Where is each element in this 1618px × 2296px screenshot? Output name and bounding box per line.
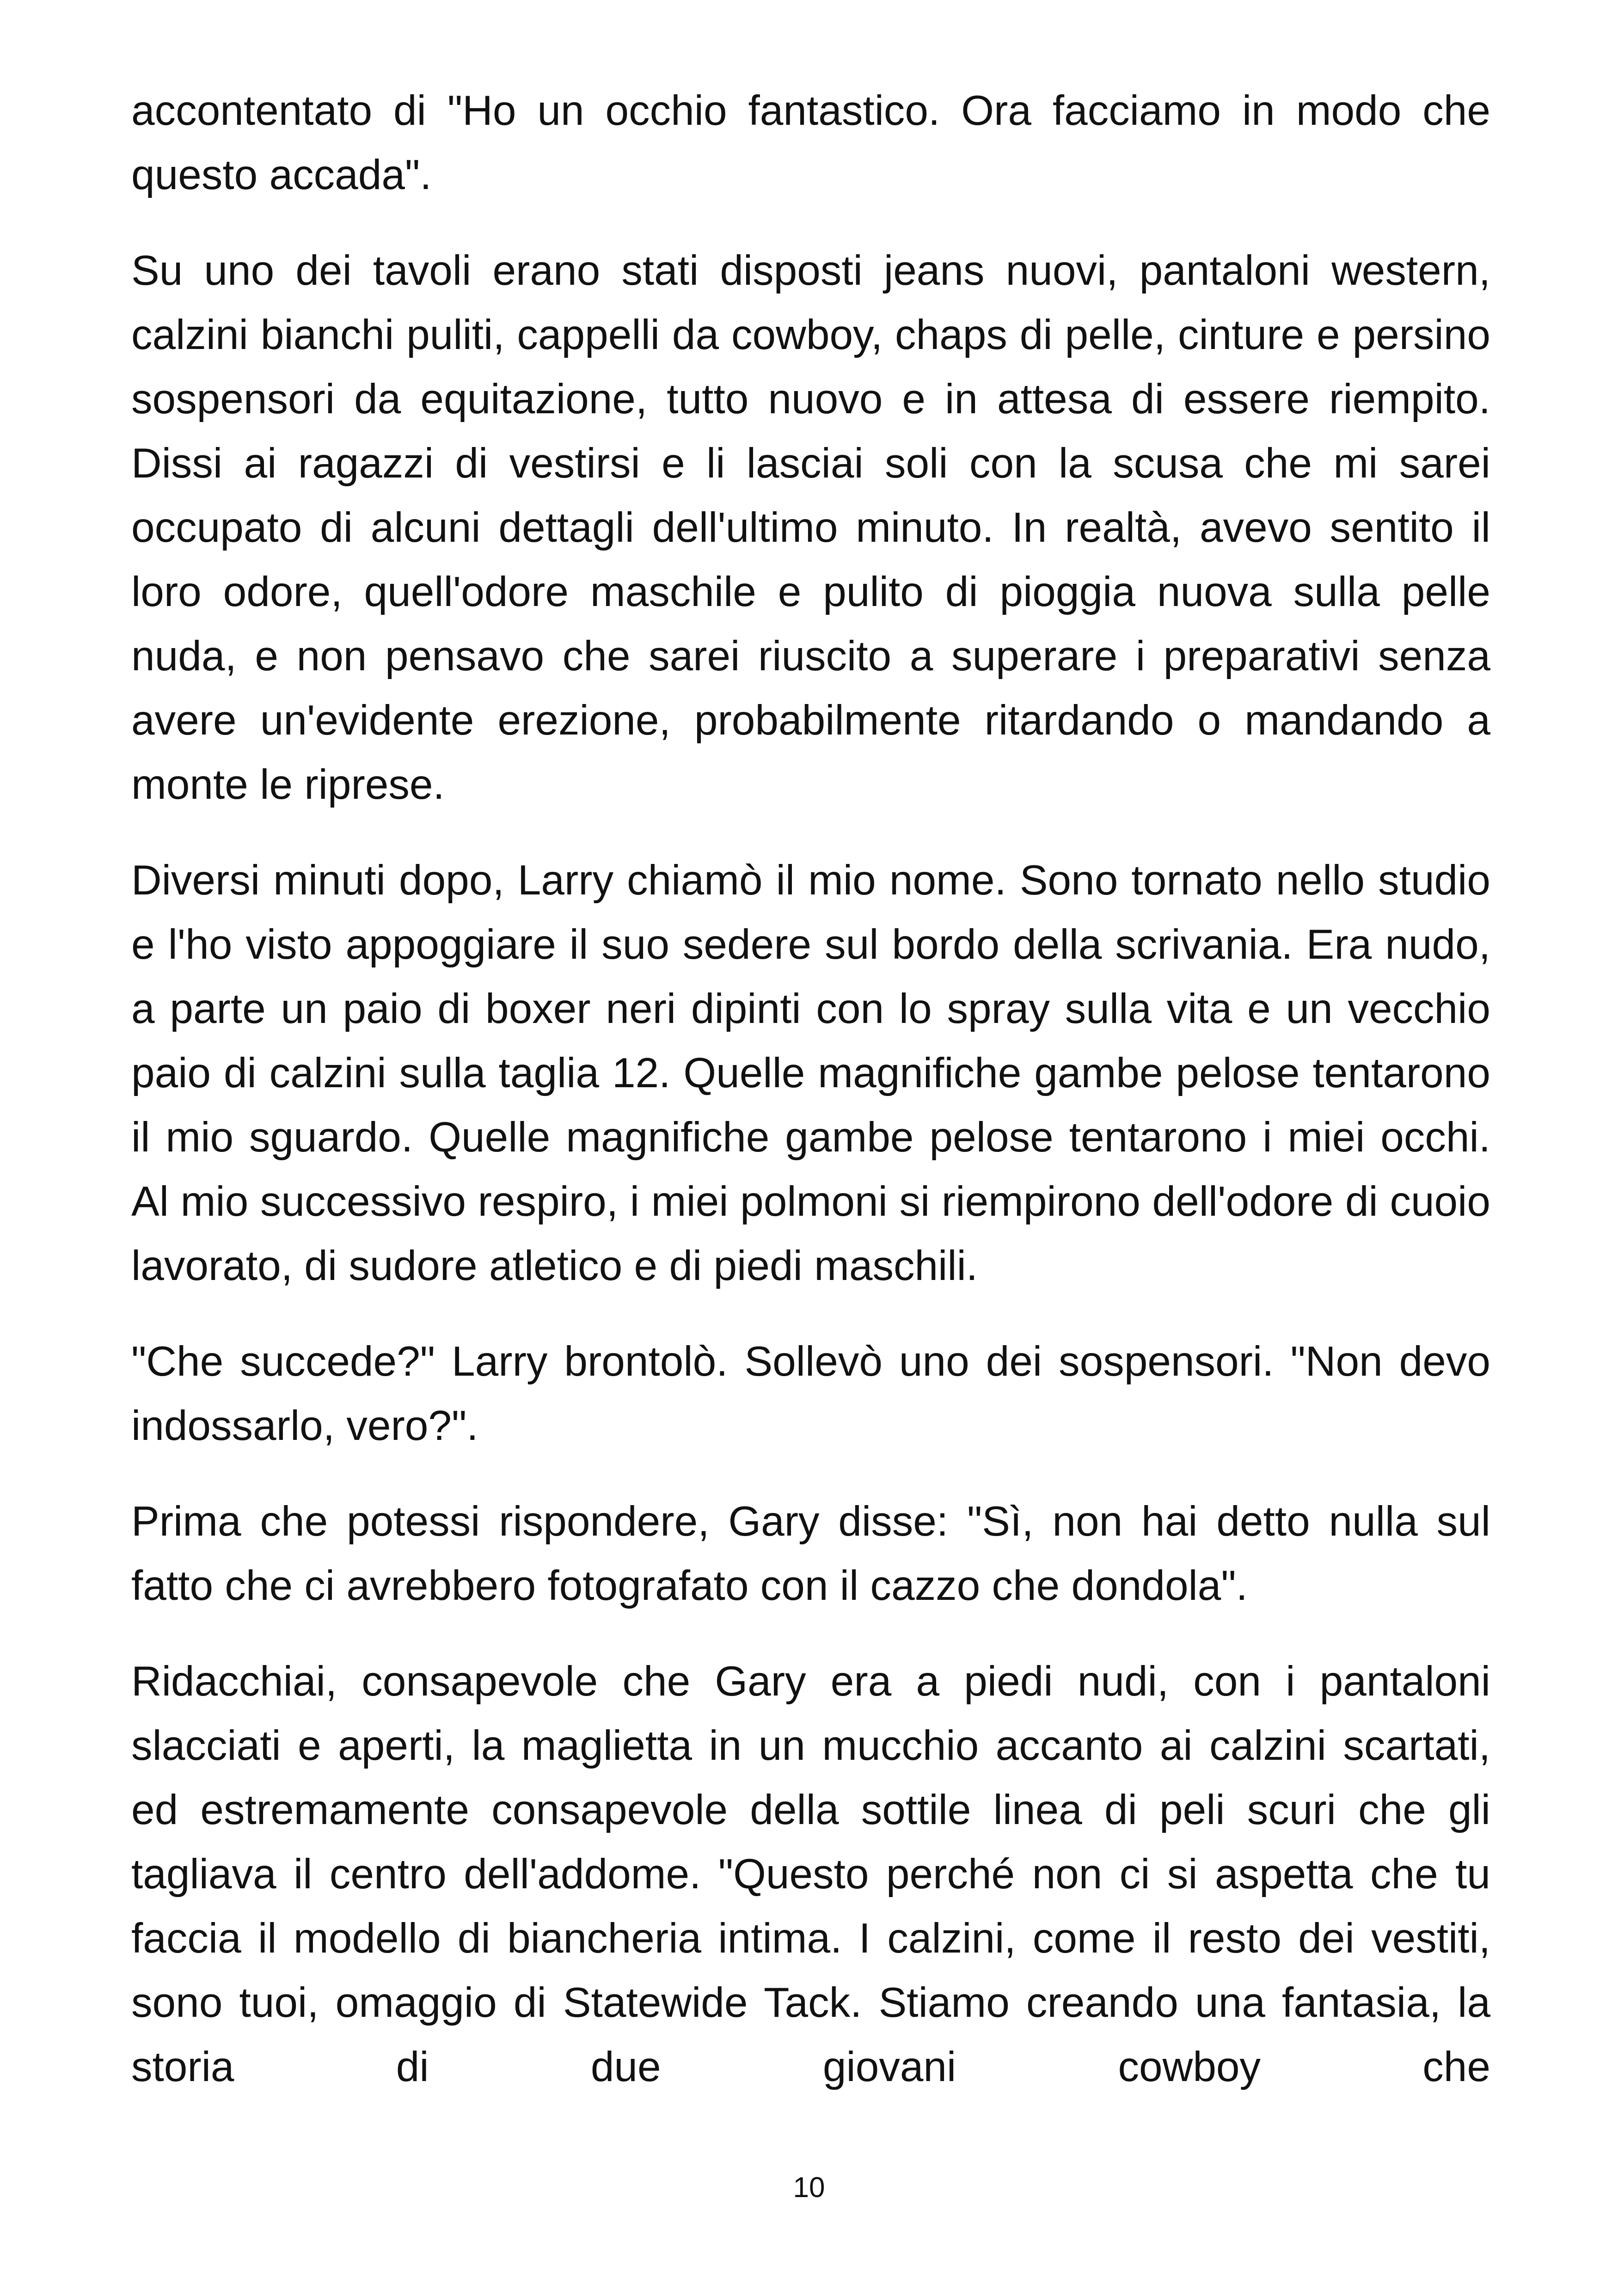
body-text: [131, 79, 1490, 2099]
paragraph-2: Su uno dei tavoli erano stati disposti jeans nuovi, pantaloni western, calzini bianchi puliti, cappelli da cowboy, chaps di pelle, cinture e persino sospensori da equitazione, tutto nuovo e in attesa di essere riempito. Dissi ai ragazzi di vestirsi e li lasciai soli con la scusa che mi sarei occupato di alcuni dettagli dell'ultimo minuto. In realtà, avevo sentito il loro odore, quell'odore maschile e pulito di pioggia nuova sulla pelle nuda, e non pensavo che sarei riuscito a superare i preparativi senza avere un'evidente erezione, probabilmente ritardando o mandando a monte le riprese.: [131, 247, 1490, 808]
page-number: 10: [793, 2172, 825, 2204]
paragraph-6: Ridacchiai, consapevole che Gary era a piedi nudi, con i pantaloni slacciati e aperti, la maglietta in un mucchio accanto ai calzini scartati, ed estremamente consapevole della sottile linea di peli scuri che gli tagliava il centro dell'addome. "Questo perché non ci si aspetta che tu faccia il modello di biancheria intima. I calzini, come il resto dei vestiti, sono tuoi, omaggio di Statewide Tack. Stiamo creando una fantasia, la storia di due giovani cowboy che: [131, 1658, 1490, 2090]
paragraph-1: accontentato di "Ho un occhio fantastico. Ora facciamo in modo che questo accada".: [131, 87, 1490, 198]
paragraph-4: "Che succede?" Larry brontolò. Sollevò uno dei sospensori. "Non devo indossarlo, vero?".: [131, 1338, 1490, 1449]
paragraph-5: Prima che potessi rispondere, Gary disse: "Sì, non hai detto nulla sul fatto che ci avrebbero fotografato con il cazzo che dondola".: [131, 1498, 1490, 1609]
paragraph-3: Diversi minuti dopo, Larry chiamò il mio nome. Sono tornato nello studio e l'ho visto appoggiare il suo sedere sul bordo della scrivania. Era nudo, a parte un paio di boxer neri dipinti con lo spray sulla vita e un vecchio paio di calzini sulla taglia 12. Quelle magnifiche gambe pelose tentarono il mio sguardo. Quelle magnifiche gambe pelose tentarono i miei occhi. Al mio successivo respiro, i miei polmoni si riempirono dell'odore di cuoio lavorato, di sudore atletico e di piedi maschili.: [131, 857, 1490, 1289]
